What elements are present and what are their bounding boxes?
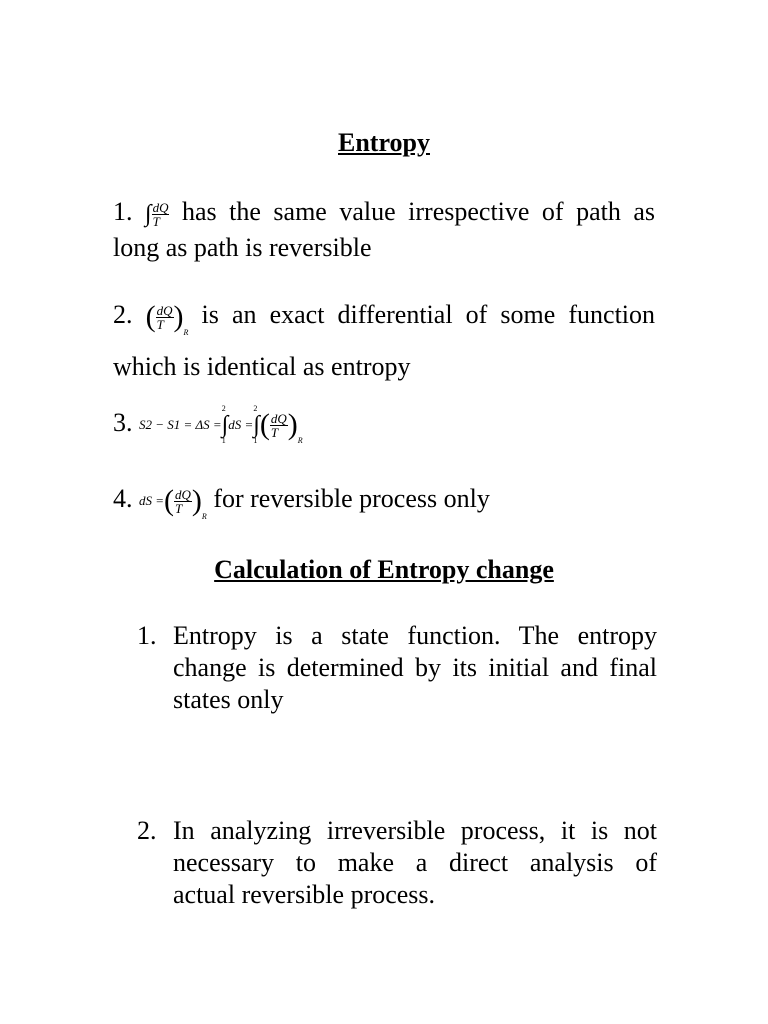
item-2-formula [145,300,189,337]
entropy-item-1 [113,195,655,265]
list-item-line: states only [173,685,284,714]
reversible-subscript: R [183,328,189,337]
paren-close: ) [173,300,184,334]
fraction-denominator: T [175,500,183,516]
upper-limit: 2 [221,404,226,413]
item-1-text-2: long as path is reversible [113,233,372,263]
ds-lhs: dS = [139,493,165,509]
upper-limit: 2 [253,404,258,413]
lower-limit: 1 [221,436,226,445]
item-2-text-1: is an exact differential of some function [201,300,656,329]
item-2-text-2: which is identical as entropy [113,352,411,381]
fraction-numerator: dQ [175,486,191,502]
list-item-line: necessary to make a direct analysis of [173,848,657,877]
dq-over-t-fraction [174,488,192,515]
list-item-line: Entropy is a state function. The entropy [173,621,657,650]
list-item [137,815,657,911]
ds-term: dS = [228,417,254,432]
list-item-number: 2. [137,816,157,845]
item-1-formula [145,197,169,229]
page-title: Entropy [338,128,430,157]
item-4-number: 4. [113,484,133,513]
dq-over-t-fraction [156,304,174,331]
item-4-line [113,484,490,521]
item-4-text: for reversible process only [213,484,490,513]
fraction-numerator: dQ [152,199,169,215]
list-item-line: In analyzing irreversible process, it is not [173,816,657,845]
entropy-item-2 [113,298,655,384]
integral-sign: ∫ [253,412,260,438]
paren-open: ( [259,408,270,441]
entropy-item-4 [113,482,655,534]
fraction-denominator: T [152,213,160,229]
fraction-numerator: dQ [156,302,173,318]
section-title: Calculation of Entropy change [214,555,554,584]
item-1-number: 1. [113,197,133,226]
integral-limits-2 [253,402,260,448]
reversible-subscript: R [201,512,207,521]
integral-sign: ∫ [145,201,152,228]
list-item-text [173,815,657,911]
item-2-number: 2. [113,300,133,329]
item-1-line-1 [113,195,655,231]
item-1-text-1: has the same value irrespective of path as [182,197,656,226]
paren-close: ) [191,484,202,518]
dq-over-t-fraction [270,412,288,439]
dq-over-t-fraction [152,201,170,228]
list-item-line: actual reversible process. [173,880,436,909]
list-item-text [173,620,657,716]
list-item [137,620,657,716]
integral-sign: ∫ [221,412,229,438]
list-item-line: change is determined by its initial and final [173,653,657,682]
item-3-line [113,404,303,445]
entropy-item-3 [113,402,655,458]
item-2-line-1 [113,298,655,350]
reversible-subscript: R [297,435,303,445]
list-item-number: 1. [137,621,157,650]
fraction-denominator: T [270,424,279,440]
paren-open: ( [145,300,156,334]
lower-limit: 1 [253,436,258,445]
entropy-change-lhs: S2 − S1 = ΔS = [139,417,222,432]
item-3-number: 3. [113,407,133,437]
fraction-numerator: dQ [270,410,287,426]
paren-close: ) [287,408,298,441]
fraction-denominator: T [156,316,164,332]
paren-open: ( [164,484,175,518]
